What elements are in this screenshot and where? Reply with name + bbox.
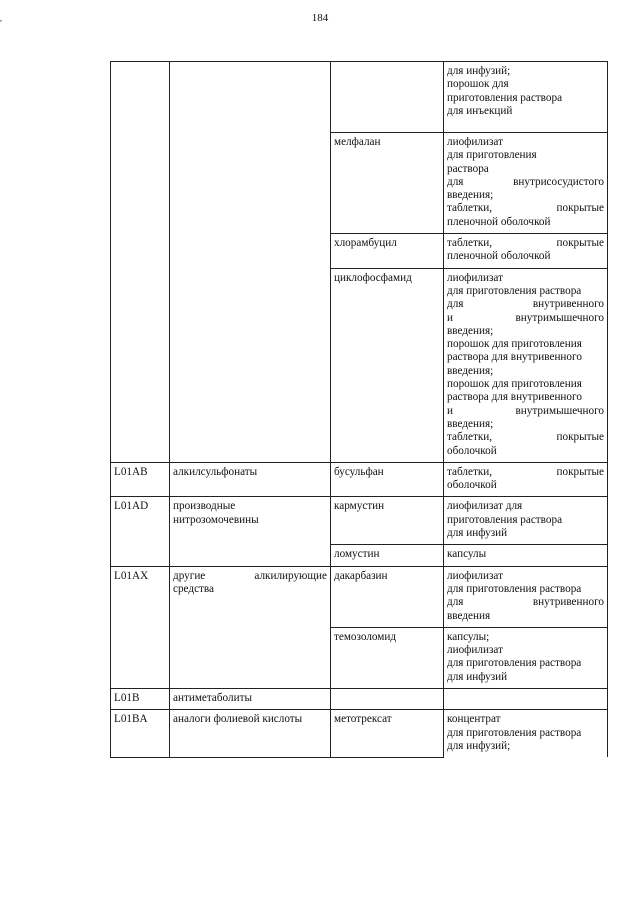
dosage-form-cell: лиофилизат для приготовления раствора для внутривенного и внутримышечного введения; порошок для приготовления раствора для внутривенного введения; порошок для приготовления раствора для внутривенного и внутримышечного введения; таблетки, покрытые оболочкой bbox=[444, 268, 608, 462]
drug-cell bbox=[331, 688, 444, 709]
group-cell: аналоги фолиевой кислоты bbox=[170, 710, 331, 757]
table-row bbox=[111, 710, 608, 757]
dosage-form-cell: капсулы; лиофилизат для приготовления раствора для инфузий bbox=[444, 627, 608, 688]
table-row bbox=[111, 462, 608, 497]
atc-code-cell: L01AB bbox=[111, 462, 170, 497]
group-cell: производные нитрозомочевины bbox=[170, 497, 331, 566]
drug-cell: кармустин bbox=[331, 497, 444, 545]
dosage-form-cell: лиофилизат для приготовления раствора для внутривенного введения bbox=[444, 566, 608, 627]
drug-cell: метотрексат bbox=[331, 710, 444, 757]
table-row bbox=[111, 62, 608, 133]
drug-cell: хлорамбуцил bbox=[331, 234, 444, 269]
drug-table bbox=[110, 61, 608, 758]
edge-mark: , bbox=[0, 14, 2, 23]
dosage-form-cell bbox=[444, 133, 608, 234]
atc-code-cell: L01BA bbox=[111, 710, 170, 757]
group-cell: алкилсульфонаты bbox=[170, 462, 331, 497]
dosage-form-text: лиофилизат для приготовления раствора для внутрисосудистого введения; таблетки, покрытые пленочной оболочкой bbox=[447, 136, 604, 228]
dosage-form-cell: капсулы bbox=[444, 545, 608, 566]
dosage-form-cell: лиофилизат для приготовления раствора для инфузий bbox=[444, 497, 608, 545]
drug-cell: темозоломид bbox=[331, 627, 444, 688]
drug-cell: циклофосфамид bbox=[331, 268, 444, 462]
dosage-form-cell: таблетки, покрытые оболочкой bbox=[444, 462, 608, 497]
table-row bbox=[111, 566, 608, 627]
dosage-form-cell bbox=[444, 688, 608, 709]
drug-cell: дакарбазин bbox=[331, 566, 444, 627]
drug-cell bbox=[331, 62, 444, 133]
group-cell: антиметаболиты bbox=[170, 688, 331, 709]
drug-cell: бусульфан bbox=[331, 462, 444, 497]
group-cell bbox=[170, 62, 331, 463]
table-row bbox=[111, 688, 608, 709]
dosage-form-cell: таблетки, покрытые пленочной оболочкой bbox=[444, 234, 608, 269]
atc-code-cell bbox=[111, 62, 170, 463]
atc-code-cell: L01B bbox=[111, 688, 170, 709]
drug-cell: ломустин bbox=[331, 545, 444, 566]
atc-code-cell: L01AX bbox=[111, 566, 170, 688]
dosage-form-cell: концентрат для приготовления раствора для инфузий; bbox=[444, 710, 608, 757]
drug-cell: мелфалан bbox=[331, 133, 444, 234]
dosage-form-cell: для инфузий; порошок для приготовления раствора для инъекций bbox=[444, 62, 608, 133]
group-cell: другие алкилирующие средства bbox=[170, 566, 331, 688]
atc-code-cell: L01AD bbox=[111, 497, 170, 566]
page-number: 184 bbox=[311, 12, 329, 24]
table-row bbox=[111, 497, 608, 545]
